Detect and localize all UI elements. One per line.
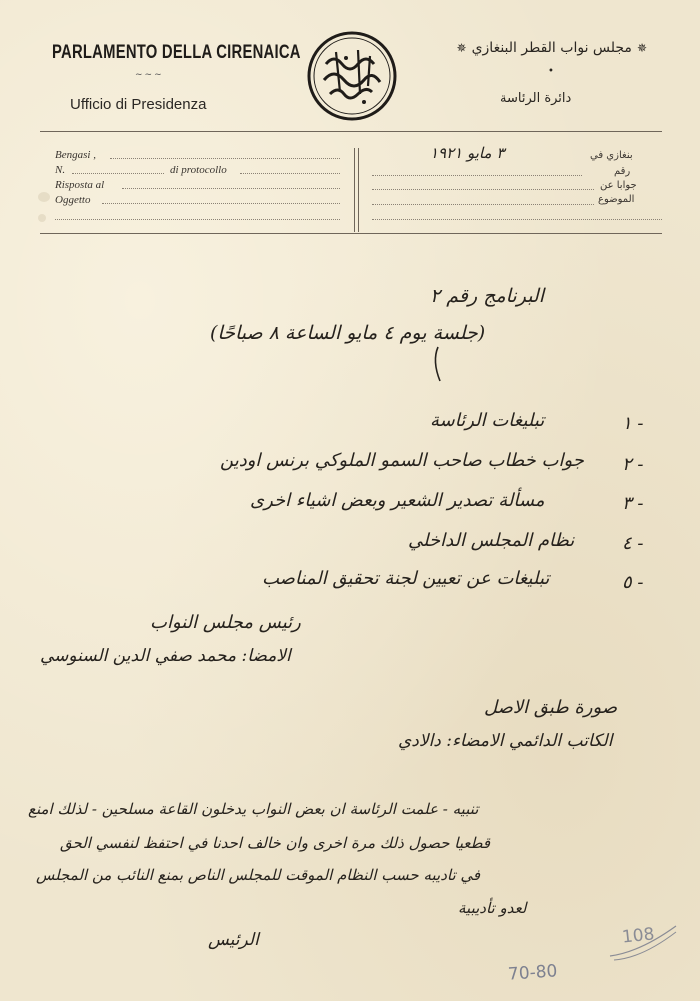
signature-title: رئيس مجلس النواب (150, 612, 301, 633)
dotted-line (102, 203, 340, 204)
dotted-line (110, 158, 340, 159)
item-number: ١ - (622, 413, 644, 434)
field-protocol: di protocollo (170, 164, 227, 176)
star-ornament-icon: ✵ (636, 41, 647, 55)
field-arabic-date: بنغازي في (590, 150, 633, 161)
dotted-line (372, 189, 594, 190)
secretary-line: الكاتب الدائمي الامضاء: دالادي (398, 731, 613, 751)
letterhead-italian-title: PARLAMENTO DELLA CIRENAICA (52, 42, 301, 63)
agenda-item: جواب خطاب صاحب السمو الملوكي برنس اودين (220, 450, 584, 471)
president-signer: الرئيس (208, 930, 259, 950)
session-line: (جلسة يوم ٤ مايو الساعة ٨ صباحًا) (210, 322, 486, 344)
field-number: N. (55, 164, 66, 176)
dotted-line (72, 173, 164, 174)
field-reply: Risposta al (55, 179, 105, 191)
agenda-item: نظام المجلس الداخلي (408, 530, 575, 551)
agenda-item: تبليغات الرئاسة (430, 410, 545, 431)
form-bottom-rule (40, 233, 662, 234)
item-number: ٤ - (622, 533, 644, 554)
dotted-line (55, 219, 340, 220)
letterhead-arabic-title-text: مجلس نواب القطر البنغازي (471, 40, 632, 56)
copy-note: صورة طبق الاصل (484, 697, 618, 718)
field-subject: Oggetto (55, 194, 91, 206)
dot-ornament-icon: • (548, 66, 554, 77)
agenda-item: تبليغات عن تعيين لجنة تحقيق المناصب (262, 568, 550, 589)
field-bengasi: Bengasi , (55, 149, 96, 161)
letterhead-office: Ufficio di Presidenza (70, 96, 207, 113)
notice-line: قطعيا حصول ذلك مرة اخرى وان خالف احدنا في احتفظ لنفسي الحق (60, 834, 491, 852)
agenda-item: مسألة تصدير الشعير وبعض اشياء اخرى (250, 490, 545, 511)
field-arabic-reply: جوابا عن (600, 180, 637, 191)
form-divider (354, 148, 359, 232)
letterhead-arabic-title (452, 40, 652, 56)
item-number: ٣ - (622, 493, 644, 514)
pencil-annotation: 108 (621, 924, 656, 948)
paper-stain (38, 214, 46, 222)
handwritten-date: ٣ مايو ١٩٢١ (430, 144, 505, 162)
form-top-rule (40, 131, 662, 132)
bracket-stroke-icon (428, 345, 448, 385)
dotted-line (372, 204, 594, 205)
letterhead-arabic-office: دائرة الرئاسة (500, 91, 572, 106)
field-arabic-subject: الموضوع (598, 194, 635, 205)
item-number: ٥ - (622, 572, 644, 593)
paper-stain (38, 192, 50, 202)
signature-name: الامضا: محمد صفي الدين السنوسي (40, 646, 291, 666)
dotted-line (240, 173, 340, 174)
star-ornament-icon: ✵ (456, 41, 467, 55)
field-arabic-number: رقم (614, 166, 631, 177)
notice-line: تنبيه - علمت الرئاسة ان بعض النواب يدخلون القاعة مسلحين - لذلك امنع (28, 800, 479, 818)
dotted-line (372, 175, 582, 176)
letterhead-ornament: ~~~ (135, 70, 164, 80)
dotted-line (372, 219, 662, 220)
item-number: ٢ - (622, 454, 644, 475)
pencil-scribble-icon (604, 918, 684, 964)
dotted-line (122, 188, 340, 189)
pencil-range-mark: 70-80 (507, 961, 559, 985)
calligraphic-seal-icon (306, 30, 398, 122)
program-title: البرنامج رقم ٢ (430, 285, 545, 307)
notice-line: في تاديبه حسب النظام الموقت للمجلس الناص بمنع النائب من المجلس (36, 866, 481, 884)
notice-line: لعدو تأديبية (458, 899, 527, 917)
